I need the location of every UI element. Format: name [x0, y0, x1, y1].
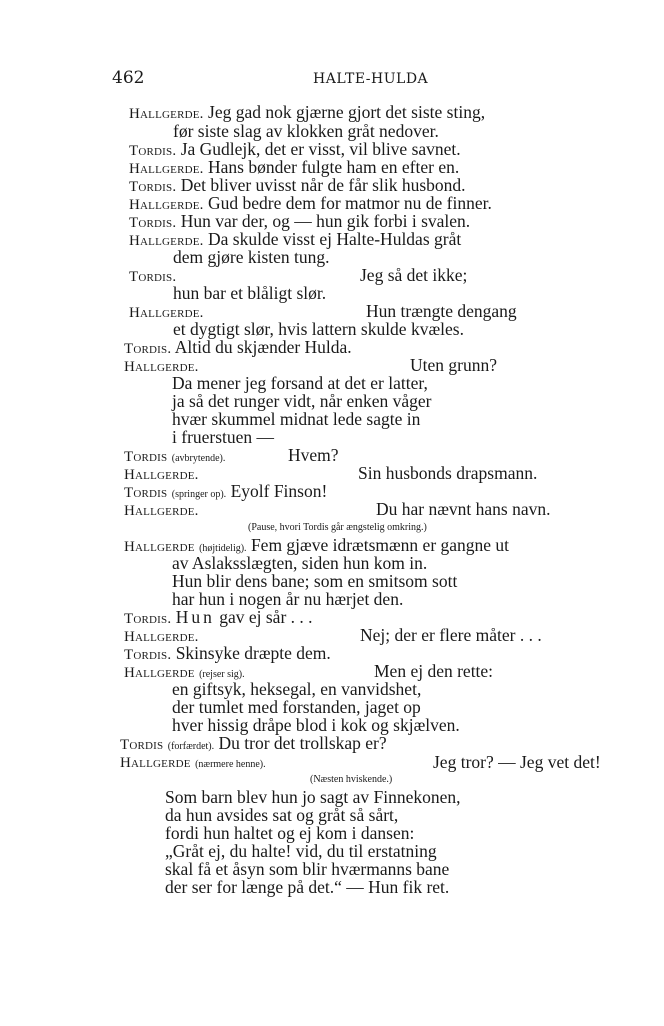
dialogue-text: hver hissig dråpe blod i kok og skjælven. [172, 715, 460, 735]
stage-direction: (avbrytende). [171, 453, 226, 464]
dialogue-text: Gud bedre dem for matmor nu de finner. [208, 193, 492, 213]
running-title: HALTE-HULDA [313, 71, 429, 87]
dialogue-line [165, 805, 398, 825]
dialogue-line [172, 391, 431, 411]
dialogue-line [172, 373, 428, 393]
dialogue-text: har hun i nogen år nu hærjet den. [172, 589, 404, 609]
dialogue-line [165, 841, 437, 861]
dialogue-text: Ja Gudlejk, det er visst, vil blive savnet. [180, 139, 461, 159]
dialogue-text: Hun trængte dengang [366, 301, 517, 321]
dialogue-line [173, 319, 464, 339]
speaker-label: Hallgerde. [129, 161, 204, 177]
dialogue-text: Hans bønder fulgte ham en efter en. [208, 157, 460, 177]
dialogue-text: Jeg tror? — Jeg vet det! [433, 752, 601, 772]
dialogue-text: Jeg gad nok gjærne gjort det siste sting, [208, 102, 486, 122]
dialogue-line [172, 697, 421, 717]
dialogue-line [173, 121, 439, 141]
dialogue-text: Skinsyke dræpte dem. [175, 643, 331, 663]
speaker-label: Hallgerde. [124, 503, 199, 519]
dialogue-line [172, 589, 403, 609]
stage-direction: (Næsten hviskende.) [310, 774, 393, 785]
dialogue-line [129, 265, 176, 287]
speaker-label: Hallgerde. [129, 305, 204, 321]
dialogue-line [165, 877, 449, 897]
speaker-label: Tordis [124, 485, 168, 501]
dialogue-text: Eyolf Finson! [230, 481, 328, 501]
dialogue-line [120, 751, 266, 775]
dialogue-text: fordi hun haltet og ej kom i dansen: [165, 823, 415, 843]
dialogue-line [360, 625, 542, 645]
dialogue-line [374, 661, 493, 681]
dialogue-line [288, 445, 339, 465]
dialogue-line [410, 355, 497, 375]
dialogue-text: Hvem? [288, 445, 339, 465]
stage-direction: (forfærdet). [167, 741, 215, 752]
stage-direction: (rejser sig). [199, 669, 245, 680]
speaker-label: Hallgerde. [124, 359, 199, 375]
dialogue-text: Som barn blev hun jo sagt av Finnekonen, [165, 787, 461, 807]
speaker-label: Tordis [120, 737, 164, 753]
dialogue-text: Det bliver uvisst når de får slik husbond. [180, 175, 466, 195]
dialogue-line [165, 787, 461, 807]
dialogue-text: da hun avsides sat og gråt så sårt, [165, 805, 399, 825]
dialogue-text: Da skulde visst ej Halte-Huldas gråt [208, 229, 462, 249]
dialogue-text-emphasis: Hun [175, 607, 215, 627]
speaker-label: Tordis. [124, 341, 172, 357]
speaker-label: Hallgerde. [129, 233, 204, 249]
dialogue-text: Hun var der, og — hun gik forbi i svalen. [180, 211, 471, 231]
dialogue-text: Fem gjæve idrætsmænn er gangne ut [250, 535, 510, 555]
dialogue-text: Du har nævnt hans navn. [376, 499, 551, 519]
dialogue-line [172, 679, 421, 699]
speaker-label: Tordis. [129, 179, 177, 195]
stage-direction: (springer op). [171, 489, 227, 500]
dialogue-line [165, 859, 449, 879]
dialogue-text: „Gråt ej, du halte! vid, du til erstatning [165, 841, 437, 861]
dialogue-text: ja så det runger vidt, når enken våger [172, 391, 432, 411]
dialogue-text: Da mener jeg forsand at det er latter, [172, 373, 428, 393]
speaker-label: Hallgerde. [129, 106, 204, 122]
dialogue-line [165, 823, 414, 843]
speaker-label: Hallgerde [124, 539, 195, 555]
dialogue-text: Hun blir dens bane; som en smitsom sott [172, 571, 458, 591]
dialogue-text: før siste slag av klokken gråt nedover. [173, 121, 439, 141]
dialogue-text: der tumlet med forstanden, jaget op [172, 697, 421, 717]
dialogue-line [172, 409, 420, 429]
speaker-label: Tordis. [129, 215, 177, 231]
dialogue-line [376, 499, 551, 519]
speaker-label: Hallgerde. [129, 197, 204, 213]
dialogue-line [172, 715, 460, 735]
dialogue-line [358, 463, 537, 483]
dialogue-text: dem gjøre kisten tung. [173, 247, 330, 267]
speaker-label: Hallgerde. [124, 467, 199, 483]
stage-direction: (Pause, hvori Tordis går ængstelig omkring.) [248, 522, 427, 533]
dialogue-line [172, 553, 427, 573]
dialogue-line [360, 265, 467, 285]
dialogue-line [172, 571, 457, 591]
dialogue-text: i fruerstuen — [172, 427, 275, 447]
dialogue-text: skal få et åsyn som blir hværmanns bane [165, 859, 450, 879]
dialogue-text: gav ej sår . . . [219, 607, 313, 627]
speaker-label: Tordis. [124, 647, 172, 663]
dialogue-line [124, 499, 199, 521]
stage-direction: (nærmere henne). [195, 759, 266, 770]
dialogue-text: Du tror det trollskap er? [218, 733, 387, 753]
dialogue-text: der ser for længe på det.“ — Hun fik ret. [165, 877, 450, 897]
dialogue-text: hvær skummel midnat lede sagte in [172, 409, 421, 429]
page-number: 462 [112, 68, 145, 88]
dialogue-line [173, 283, 326, 303]
dialogue-text: Uten grunn? [410, 355, 497, 375]
dialogue-line [172, 427, 274, 447]
speaker-label: Tordis. [129, 269, 177, 285]
dialogue-line [433, 752, 601, 772]
stage-direction: (højtidelig). [199, 543, 247, 554]
dialogue-line [366, 301, 517, 321]
dialogue-text: av Aslaksslægten, siden hun kom in. [172, 553, 428, 573]
dialogue-text: Jeg så det ikke; [360, 265, 468, 285]
dialogue-text: en giftsyk, heksegal, en vanvidshet, [172, 679, 422, 699]
dialogue-text: hun bar et blåligt slør. [173, 283, 327, 303]
dialogue-text: Sin husbonds drapsmann. [358, 463, 538, 483]
speaker-label: Hallgerde [124, 665, 195, 681]
speaker-label: Tordis. [129, 143, 177, 159]
speaker-label: Tordis [124, 449, 168, 465]
dialogue-text: et dygtigt slør, hvis lattern skulde kvæles. [173, 319, 464, 339]
dialogue-line [173, 247, 330, 267]
dialogue-text: Altid du skjænder Hulda. [174, 337, 352, 357]
speaker-label: Hallgerde [120, 755, 191, 771]
dialogue-text: Men ej den rette: [374, 661, 494, 681]
speaker-label: Hallgerde. [124, 629, 199, 645]
speaker-label: Tordis. [124, 611, 172, 627]
dialogue-text: Nej; der er flere måter . . . [360, 625, 542, 645]
